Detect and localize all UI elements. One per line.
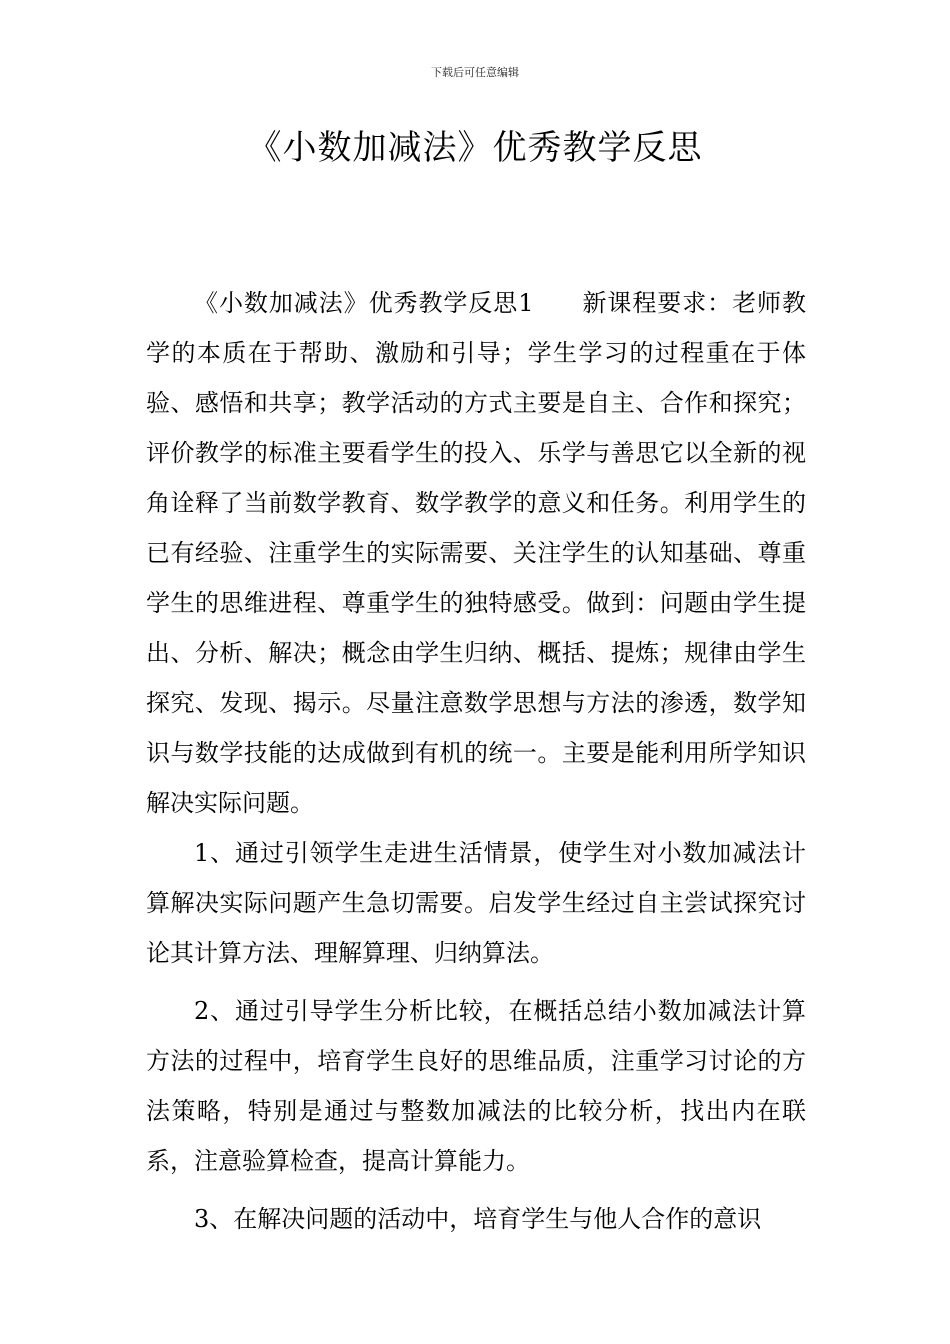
header-note: 下载后可任意编辑 [431,66,519,79]
paragraph-2 [146,828,806,978]
document-title: 《小数加减法》优秀教学反思 [247,128,703,168]
paragraph-1 [146,278,806,828]
section-heading: 《小数加减法》优秀教学反思1 [194,289,534,317]
paragraph-4-text: 3、在解决问题的活动中，培育学生与他人合作的意识 [194,1205,762,1233]
document-body [146,278,806,1244]
paragraph-3-text: 2、通过引导学生分析比较，在概括总结小数加减法计算方法的过程中，培育学生良好的思维品质，注重学习讨论的方法策略，特别是通过与整数加减法的比较分析，找出内在联系，注意验算检查，提高计算能力。 [146,997,806,1175]
paragraph-3 [146,986,806,1186]
paragraph-2-text: 1、通过引领学生走进生活情景，使学生对小数加减法计算解决实际问题产生急切需要。启发学生经过自主尝试探究讨论其计算方法、理解算理、归纳算法。 [146,839,806,967]
paragraph-1-text: 新课程要求：老师教学的本质在于帮助、激励和引导；学生学习的过程重在于体验、感悟和共享；教学活动的方式主要是自主、合作和探究；评价教学的标准主要看学生的投入、乐学与善思它以全新的视角诠释了当前数学教育、数学教学的意义和任务。利用学生的已有经验、注重学生的实际需要、关注学生的认知基础、尊重学生的思维进程、尊重学生的独特感受。做到：问题由学生提出、分析、解决；概念由学生归纳、概括、提炼；规律由学生探究、发现、揭示。尽量注意数学思想与方法的渗透，数学知识与数学技能的达成做到有机的统一。主要是能利用所学知识解决实际问题。 [146,289,806,817]
paragraph-4 [146,1194,806,1244]
